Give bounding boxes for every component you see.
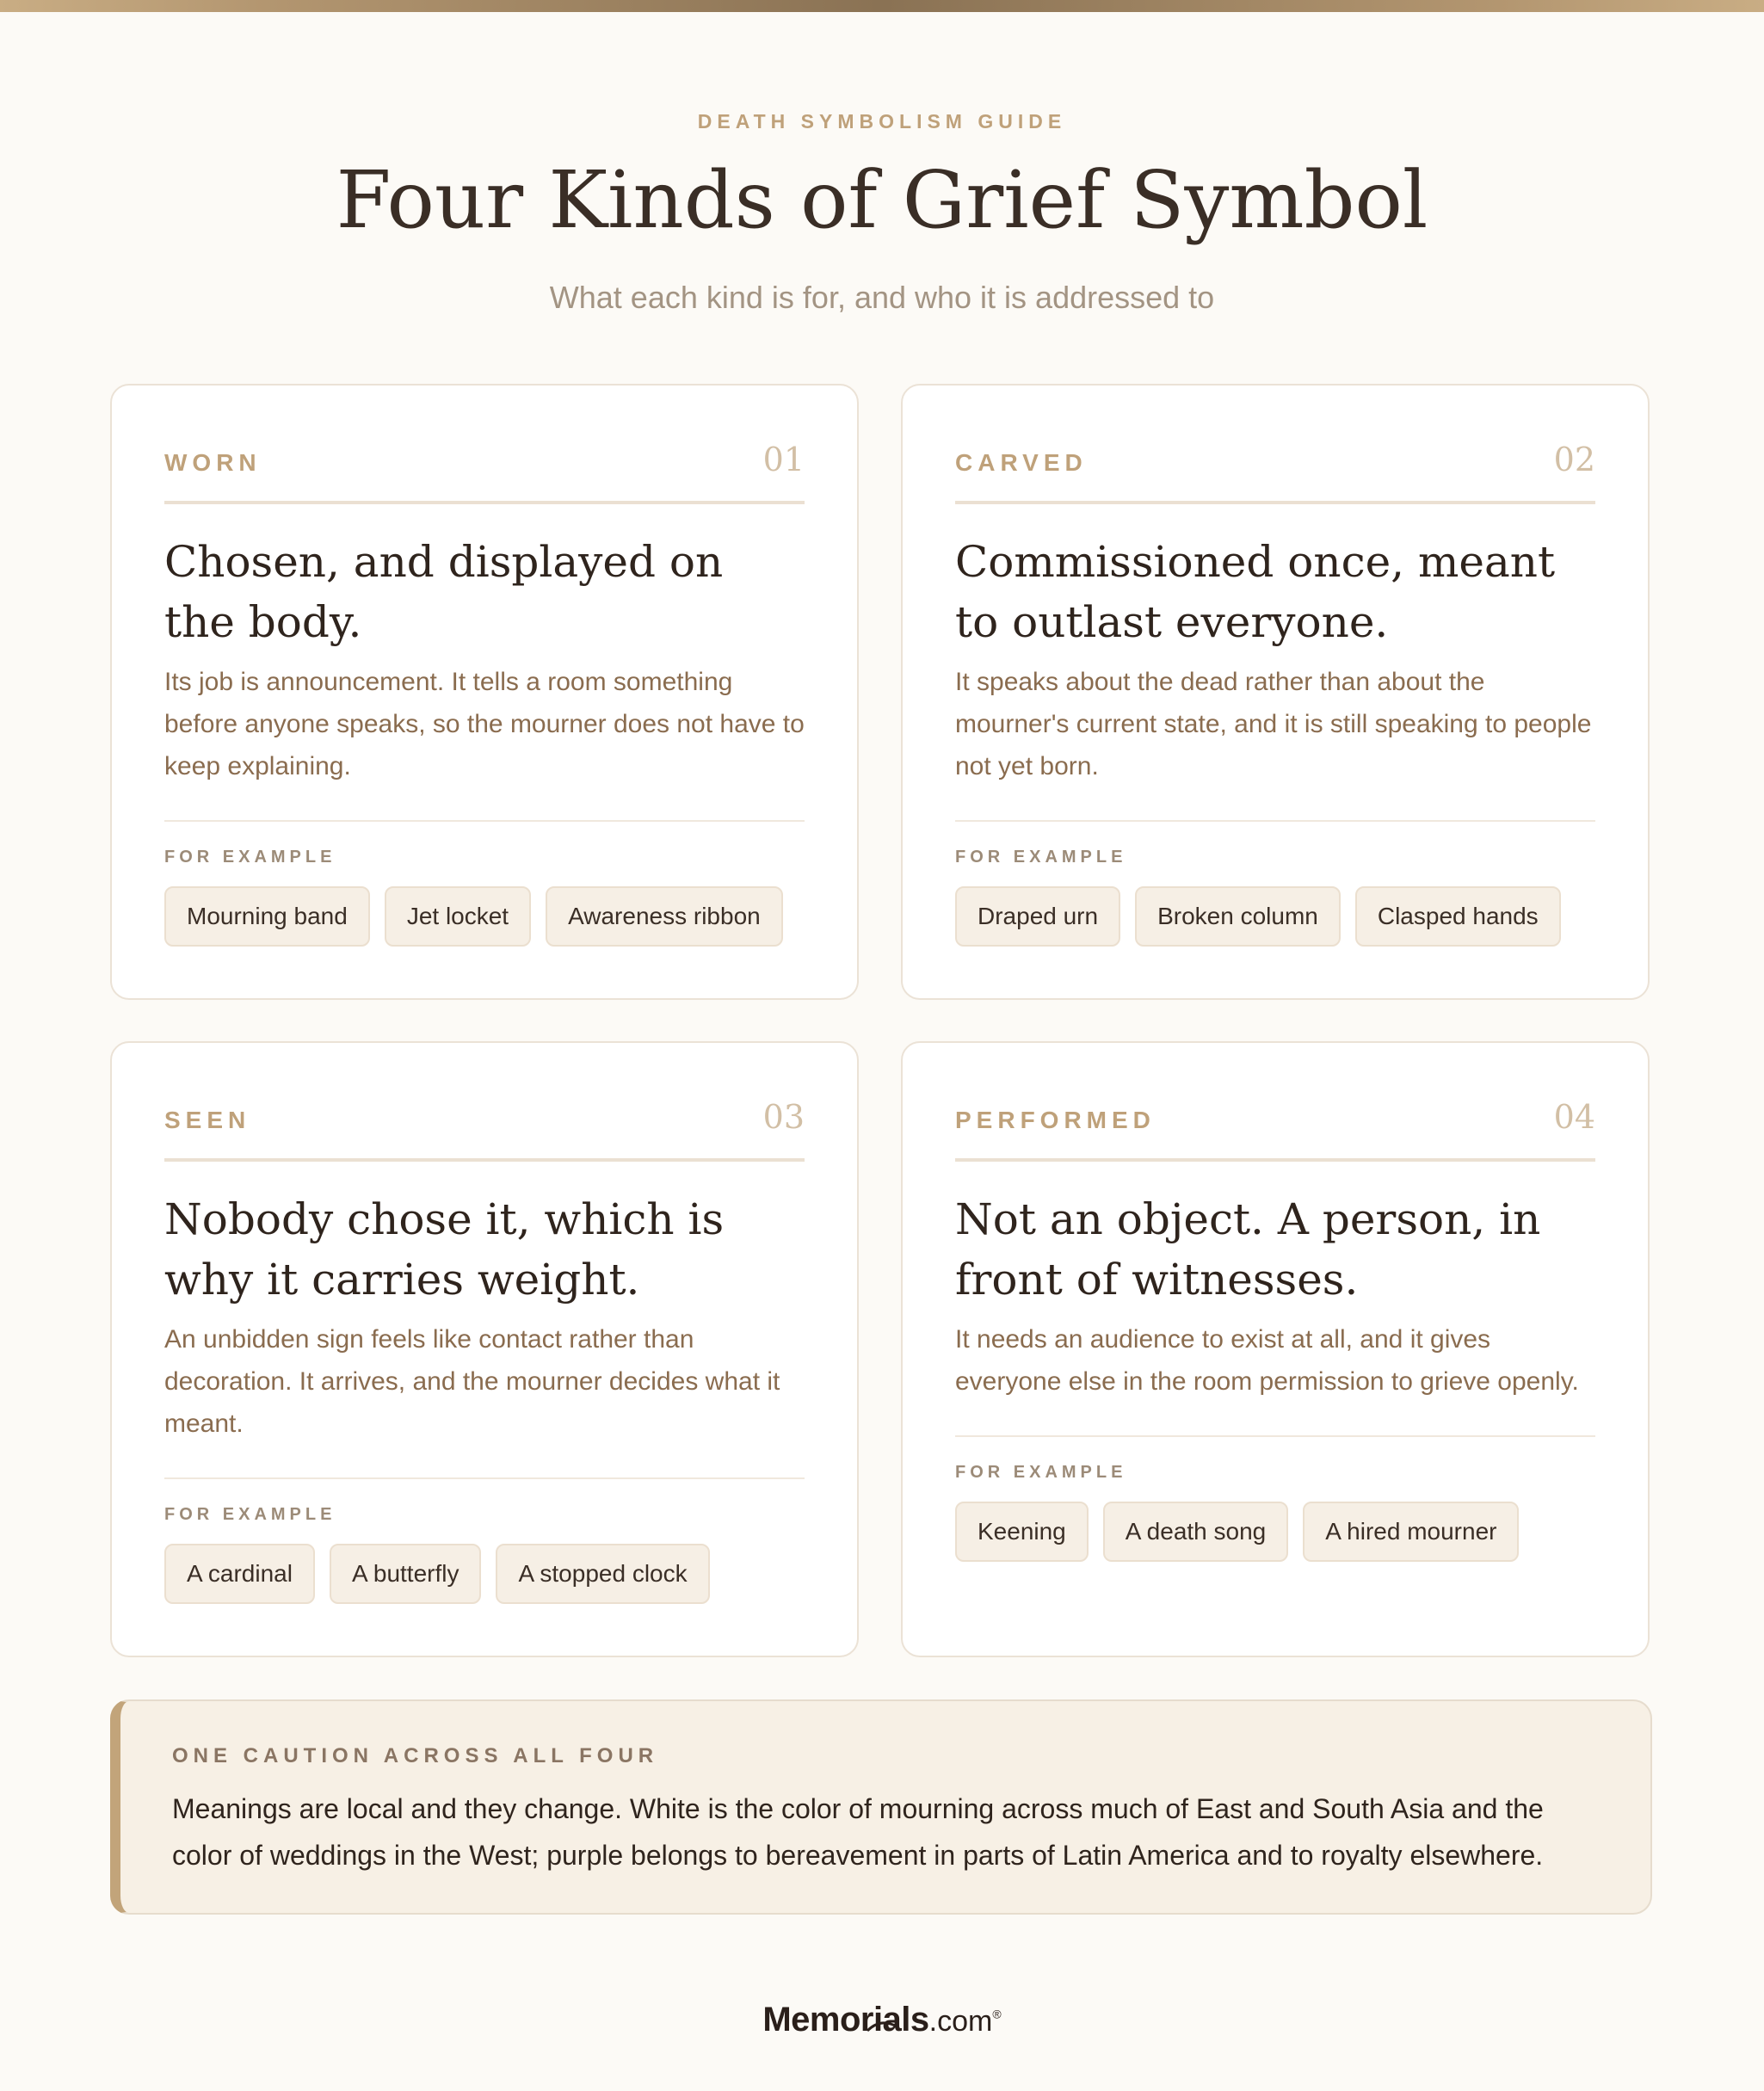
examples-label: FOR EXAMPLE <box>164 848 336 867</box>
example-chip-list <box>164 1544 805 1604</box>
caution-label: ONE CAUTION ACROSS ALL FOUR <box>172 1744 659 1767</box>
example-chip: A death song <box>1103 1502 1288 1562</box>
card-description: It needs an audience to exist at all, and it gives everyone else in the room permission to grieve openly. <box>955 1325 1579 1396</box>
symbol-card-seen <box>110 1041 859 1657</box>
logo-suffix: .com <box>928 2005 993 2038</box>
card-number: 04 <box>1553 1098 1595 1136</box>
example-chip: Draped urn <box>955 886 1120 947</box>
card-divider <box>164 820 805 822</box>
card-rule <box>164 1158 805 1162</box>
example-chip: Keening <box>955 1502 1089 1562</box>
card-rule <box>955 501 1595 504</box>
card-description: Its job is announcement. It tells a room something before anyone speaks, so the mourner does not have to keep explaining. <box>164 668 805 780</box>
card-number: 03 <box>762 1098 805 1136</box>
card-description: It speaks about the dead rather than about the mourner's current state, and it is still speaking to people not yet born. <box>955 668 1592 780</box>
caution-text: Meanings are local and they change. White is the color of mourning across much of East and South Asia and the color of weddings in the West; purple belongs to bereavement in parts of Latin America and to royalty elsewhere. <box>172 1793 1544 1871</box>
card-divider <box>164 1477 805 1479</box>
examples-label: FOR EXAMPLE <box>955 848 1127 867</box>
card-heading: Not an object. A person, in front of witnesses. <box>955 1194 1541 1305</box>
card-number: 02 <box>1553 441 1595 478</box>
example-chip: Clasped hands <box>1355 886 1561 947</box>
example-chip: Broken column <box>1135 886 1341 947</box>
examples-label: FOR EXAMPLE <box>955 1463 1127 1482</box>
card-heading: Commissioned once, meant to outlast everyone. <box>955 537 1556 647</box>
card-category-label: SEEN <box>164 1107 251 1133</box>
card-category-label: PERFORMED <box>955 1107 1156 1133</box>
card-number: 01 <box>762 441 805 478</box>
card-description: An unbidden sign feels like contact rather than decoration. It arrives, and the mourner decides what it meant. <box>164 1325 780 1438</box>
card-heading: Chosen, and displayed on the body. <box>164 537 724 647</box>
card-category-label: CARVED <box>955 449 1088 476</box>
example-chip-list <box>955 886 1595 947</box>
logo-wordmark: Memorials <box>762 2001 929 2039</box>
example-chip-list <box>164 886 805 947</box>
caution-callout <box>110 1699 1652 1915</box>
symbol-card-performed <box>901 1041 1650 1657</box>
symbol-card-worn <box>110 384 859 1000</box>
example-chip: A stopped clock <box>496 1544 709 1604</box>
example-chip: A cardinal <box>164 1544 315 1604</box>
card-heading: Nobody chose it, which is why it carries weight. <box>164 1194 725 1305</box>
card-rule <box>955 1158 1595 1162</box>
example-chip: A hired mourner <box>1303 1502 1519 1562</box>
top-accent-bar <box>0 0 1764 12</box>
card-rule <box>164 501 805 504</box>
card-divider <box>955 820 1595 822</box>
page-title: Four Kinds of Grief Symbol <box>336 154 1428 246</box>
example-chip: Awareness ribbon <box>546 886 783 947</box>
example-chip: A butterfly <box>330 1544 482 1604</box>
registered-mark: ® <box>992 2007 1002 2021</box>
example-chip-list <box>955 1502 1595 1562</box>
page-subtitle: What each kind is for, and who it is addressed to <box>549 280 1215 315</box>
example-chip: Jet locket <box>385 886 531 947</box>
memorials-logo[interactable] <box>0 2001 1764 2039</box>
card-divider <box>955 1435 1595 1437</box>
examples-label: FOR EXAMPLE <box>164 1505 336 1524</box>
card-category-label: WORN <box>164 449 262 476</box>
symbol-card-carved <box>901 384 1650 1000</box>
eyebrow-label: DEATH SYMBOLISM GUIDE <box>697 110 1067 133</box>
example-chip: Mourning band <box>164 886 370 947</box>
